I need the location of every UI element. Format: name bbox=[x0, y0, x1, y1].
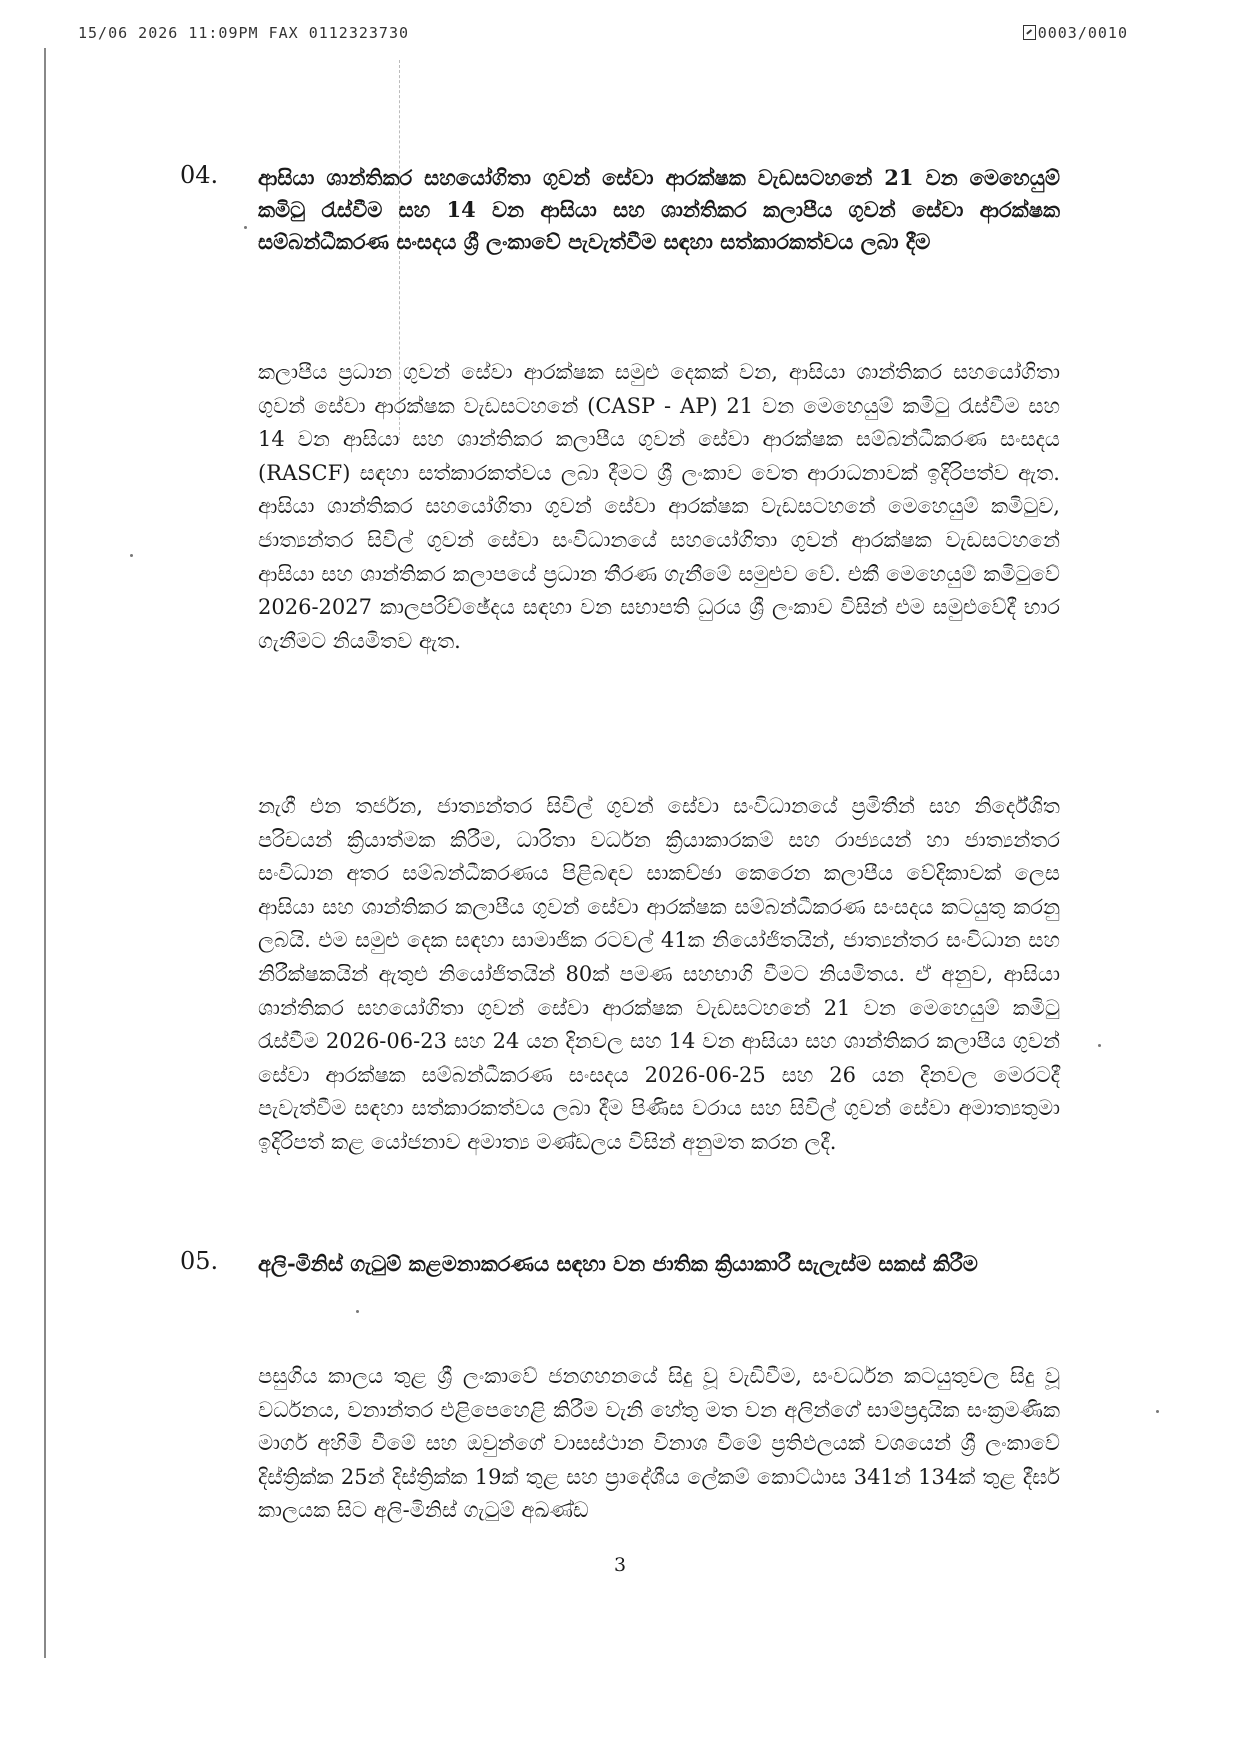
scan-speck bbox=[356, 1310, 359, 1313]
scan-speck bbox=[244, 226, 247, 229]
section-title-04: ආසියා ශාන්තිකර සහයෝගිතා ගුවන් සේවා ආරක්ෂක වැඩසටහනේ 21 වන මෙහෙයුම් කමිටු රැස්වීම සහ 14 වන ආසියා සහ ශාන්තිකර කලාපීය ගුවන් සේවා ආරක්ෂක සම්බන්ධීකරණ සංසදය ශ්‍රී ලංකාවේ පැවැත්වීම සඳහා සත්කාරකත්වය ලබා දීම bbox=[258, 165, 1060, 254]
scan-speck bbox=[1098, 1044, 1101, 1047]
section-04-paragraph-2: නැගී එන තර්ජන, ජාත්‍යන්තර සිවිල් ගුවන් සේවා සංවිධානයේ ප්‍රමිතීන් සහ නිර්දේශිත පරිචයන් ක්‍රියාත්මක කිරීම, ධාරිතා වර්ධන ක්‍රියාකාරකම් සහ රාජ්‍යයන් හා ජාත්‍යන්තර සංවිධාන අතර සම්බන්ධීකරණය පිළිබඳව සාකච්ඡා කෙරෙන කලාපීය වේදිකාවක් ලෙස ආසියා සහ ශාන්තිකර කලාපීය ගුවන් සේවා ආරක්ෂක සම්බන්ධීකරණ සංසදය කටයුතු කරනු ලබයි. එම සමුළු දෙක සඳහා සාමාජික රටවල් 41ක නියෝජිතයින්, ජාත්‍යන්තර සංවිධාන සහ නිරීක්ෂකයින් ඇතුළු නියෝජිතයින් 80ක් පමණ සහභාගි වීමට නියමිතය. ඒ අනුව, ආසියා ශාන්තිකර සහයෝගිතා ගුවන් සේවා ආරක්ෂක වැඩසටහනේ 21 වන මෙහෙයුම් කමිටු රැස්වීම 2026-06-23 සහ 24 යන දිනවල සහ 14 වන ආසියා සහ ශාන්තිකර කලාපීය ගුවන් සේවා ආරක්ෂක සම්බන්ධීකරණ සංසදය 2026-06-25 සහ 26 යන දිනවල මෙරටදී පැවැත්වීම සඳහා සත්කාරකත්වය ලබා දීම පිණිස වරාය සහ සිවිල් ගුවන් සේවා අමාත්‍යතුමා ඉදිරිපත් කළ යෝජනාව අමාත්‍ය මණ්ඩලය විසින් අනුමත කරන ලදී. bbox=[258, 794, 1060, 1154]
section-number-04: 04. bbox=[180, 161, 219, 189]
scan-speck bbox=[130, 554, 133, 557]
section-title-05: අලි-මිනිස් ගැටුම් කළමනාකරණය සඳහා වන ජාතික ක්‍රියාකාරී සැලැස්ම සකස් කිරීම bbox=[258, 1251, 978, 1276]
scan-speck bbox=[1156, 1410, 1159, 1413]
section-04-paragraph-1: කලාපීය ප්‍රධාන ගුවන් සේවා ආරක්ෂක සමුළු දෙකක් වන, ආසියා ශාන්තිකර සහයෝගිතා ගුවන් සේවා ආරක්ෂක වැඩසටහනේ (CASP - AP) 21 වන මෙහෙයුම් කමිටු රැස්වීම සහ 14 වන ආසියා සහ ශාන්තිකර කලාපීය ගුවන් සේවා ආරක්ෂක සම්බන්ධීකරණ සංසදය (RASCF) සඳහා සත්කාරකත්වය ලබා දීමට ශ්‍රී ලංකාව වෙත ආරාධනාවක් ඉදිරිපත්ව ඇත. ආසියා ශාන්තිකර සහයෝගිතා ගුවන් සේවා ආරක්ෂක වැඩසටහනේ මෙහෙයුම් කමිටුව, ජාත්‍යන්තර සිවිල් ගුවන් සේවා සංවිධානයේ සහයෝගිතා ගුවන් ආරක්ෂක වැඩසටහනේ ආසියා සහ ශාන්තිකර කලාපයේ ප්‍රධාන තීරණ ගැනීමේ සමුළුව වේ. එකී මෙහෙයුම් කමිටුවේ 2026-2027 කාලපරිච්ඡේදය සඳහා වන සභාපති ධුරය ශ්‍රී ලංකාව විසින් එම සමුළුවේදී භාර ගැනීමට නියමිතව ඇත. bbox=[258, 360, 1060, 653]
fax-transmission-line: 15/06 2026 11:09PM FAX 0112323730 bbox=[78, 24, 410, 42]
fax-page-count: 0003/0010 bbox=[1037, 24, 1128, 42]
page-icon bbox=[1023, 25, 1036, 40]
left-margin-line bbox=[44, 48, 46, 1658]
fax-page-counter bbox=[1023, 24, 1128, 42]
section-05-paragraph-1: පසුගිය කාලය තුළ ශ්‍රී ලංකාවේ ජනගහනයේ සිදු වූ වැඩිවීම, සංවර්ධන කටයුතුවල සිදු වූ වර්ධනය, වනාන්තර එළිපෙහෙළි කිරීම වැනි හේතු මත වන අලින්ගේ සාම්ප්‍රදායික සංක්‍රමණික මාර්ග අහිමි වීමේ සහ ඔවුන්ගේ වාසස්ථාන විනාශ වීමේ ප්‍රතිඵලයක් වශයෙන් ශ්‍රී ලංකාවේ දිස්ත්‍රික්ක 25න් දිස්ත්‍රික්ක 19ක් තුළ සහ ප්‍රාදේශීය ලේකම් කොට්ඨාස 341න් 134ක් තුළ දීර්ඝ කාලයක සිට අලි-මිනිස් ගැටුම් අඛණ්ඩ bbox=[258, 1364, 1060, 1523]
section-number-05: 05. bbox=[180, 1247, 219, 1275]
page-number: 3 bbox=[613, 1554, 627, 1576]
